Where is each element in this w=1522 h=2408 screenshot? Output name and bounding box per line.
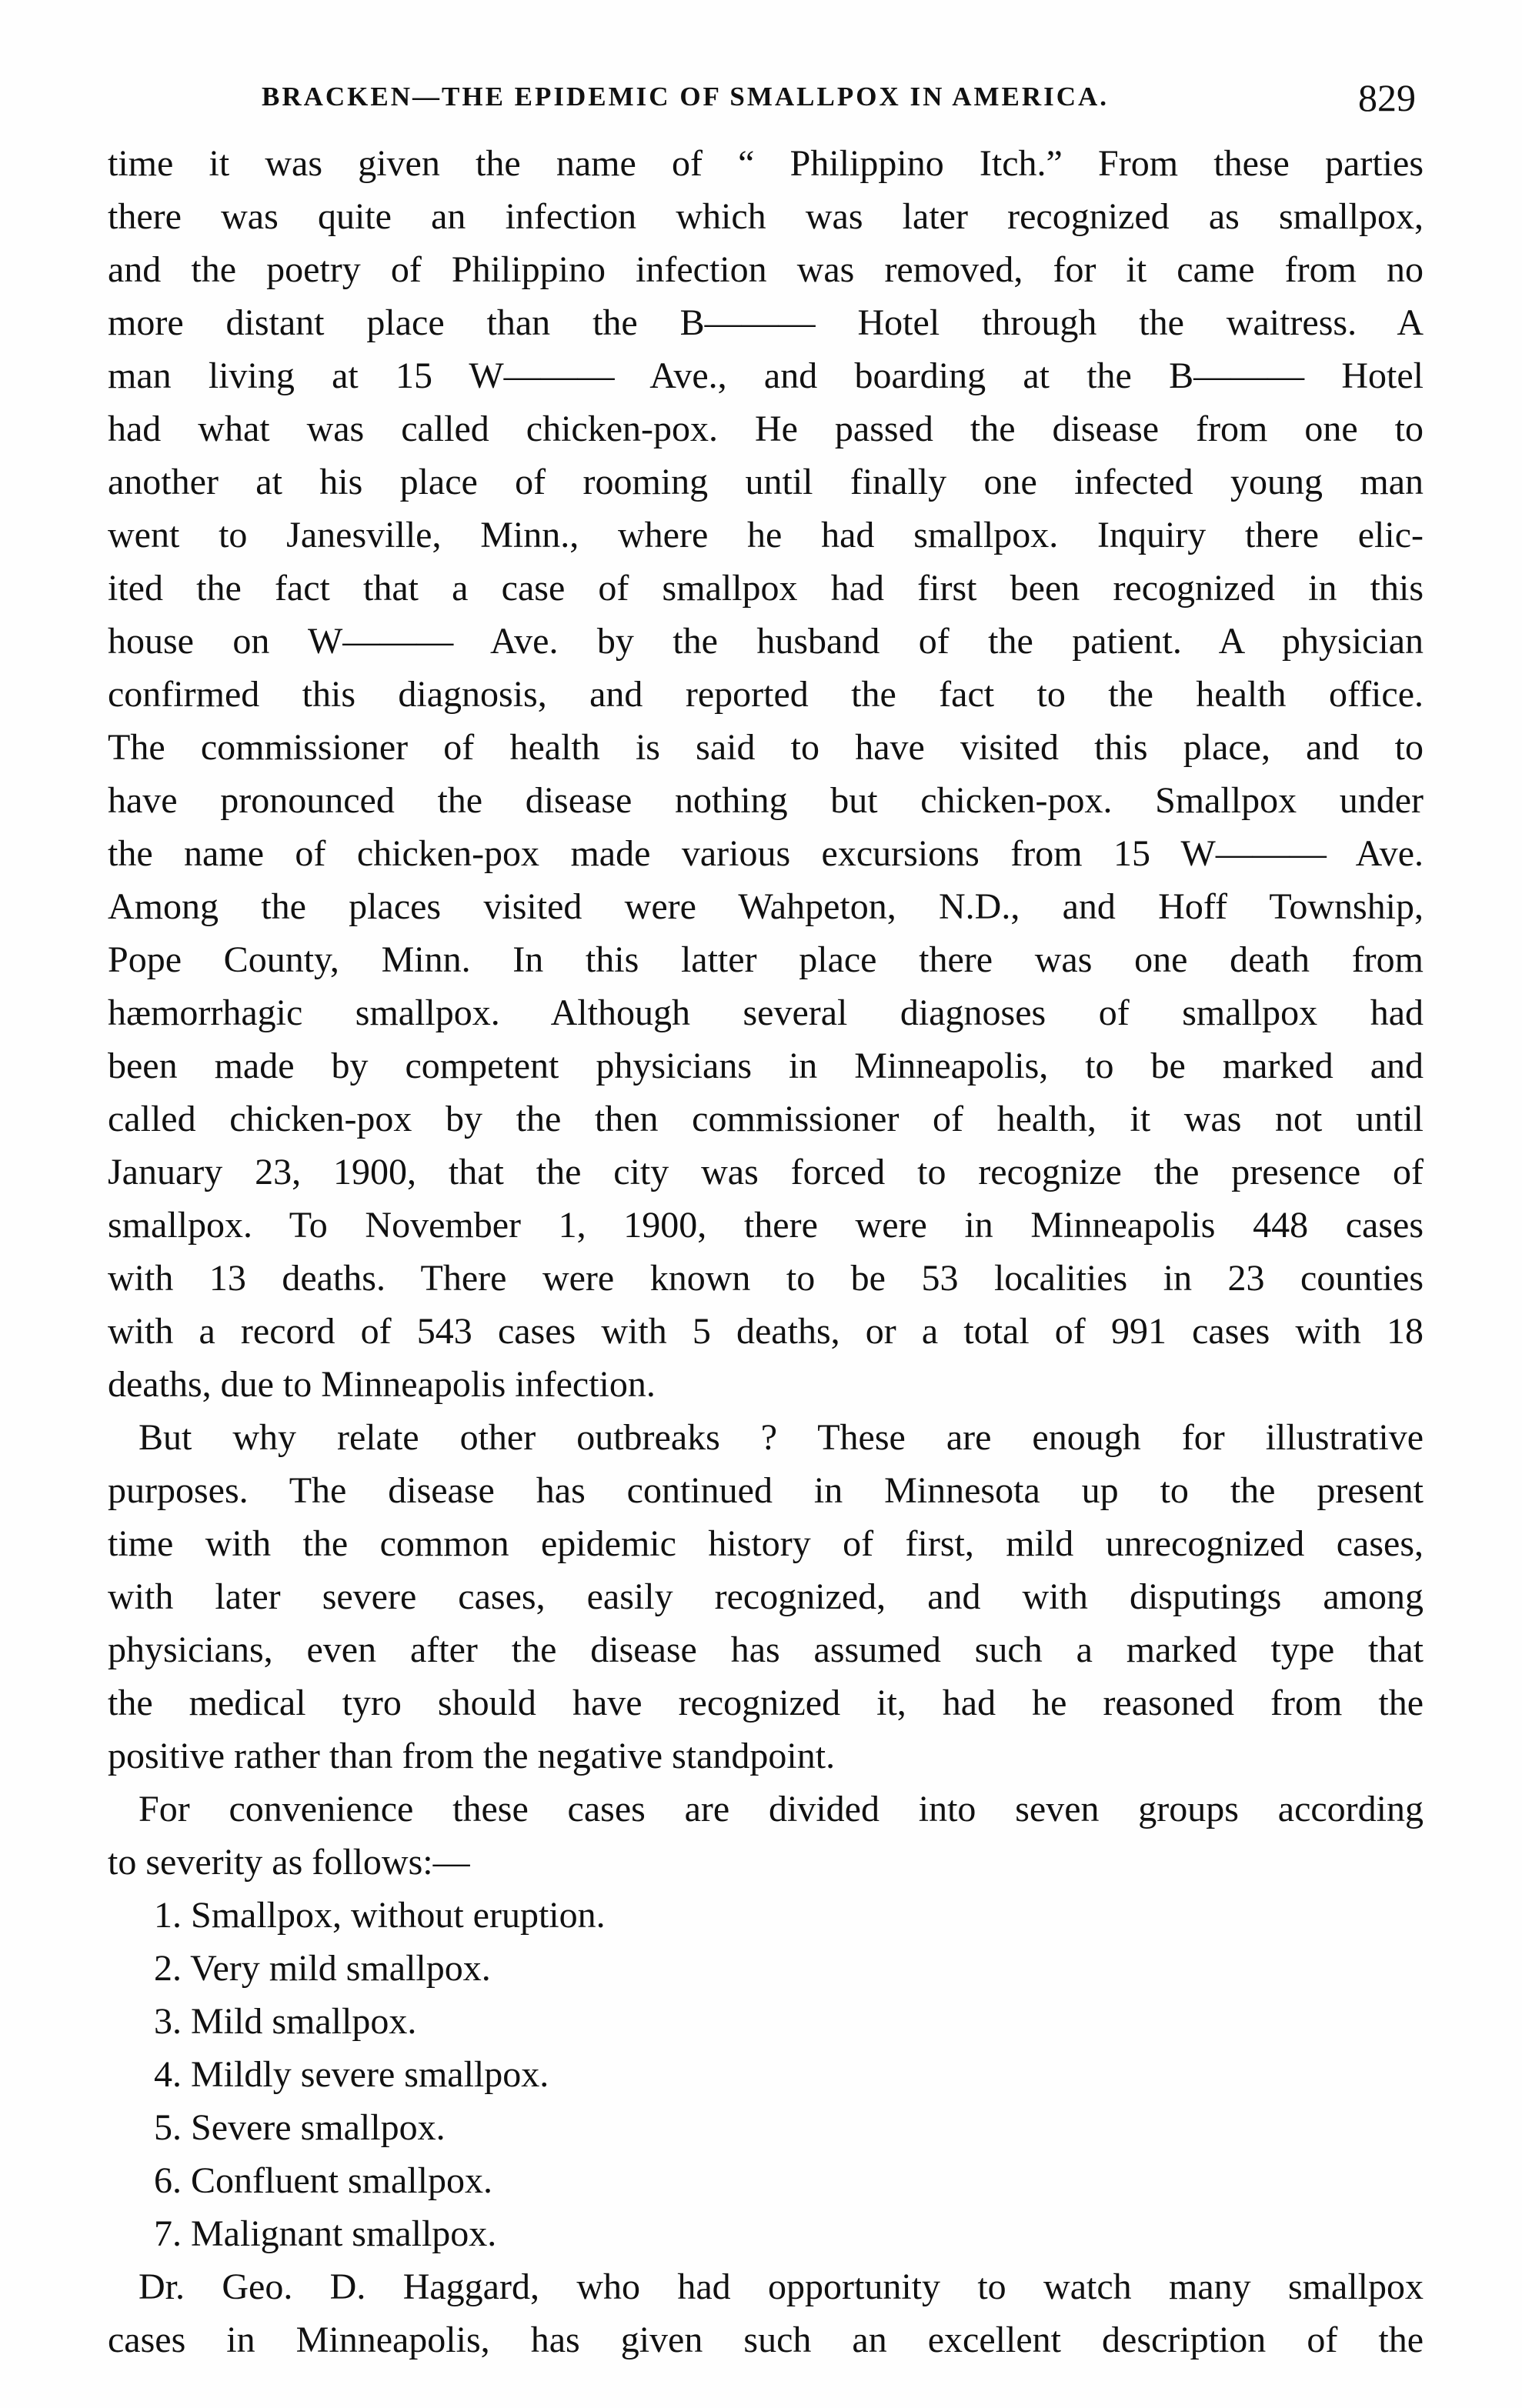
text-line: to severity as follows:— (108, 1842, 470, 1883)
running-head (262, 76, 1416, 128)
text-line: there was quite an infection which was later recognized as smallpox, (108, 196, 1424, 237)
paragraph-haggard (108, 2260, 1424, 2366)
running-title: BRACKEN—THE EPIDEMIC OF SMALLPOX IN AMERICA. (262, 82, 1110, 112)
text-line: house on W——— Ave. by the husband of the patient. A physician (108, 621, 1424, 662)
paragraph-outbreak-history (108, 137, 1424, 1411)
text-line: Among the places visited were Wahpeton, N.D., and Hoff Township, (108, 886, 1424, 927)
text-line: January 23, 1900, that the city was forced to recognize the presence of (108, 1152, 1424, 1192)
text-line: confirmed this diagnosis, and reported the fact to the health office. (108, 674, 1424, 715)
text-line: the name of chicken-pox made various excursions from 15 W——— Ave. (108, 833, 1424, 874)
list-item: 3. Mild smallpox. (154, 2001, 417, 2042)
text-line: ited the fact that a case of smallpox had first been recognized in this (108, 568, 1424, 609)
list-item: 4. Mildly severe smallpox. (154, 2054, 549, 2095)
list-item: 7. Malignant smallpox. (154, 2213, 497, 2254)
text-line: The commissioner of health is said to have visited this place, and to (108, 727, 1424, 768)
text-line: and the poetry of Philippino infection was removed, for it came from no (108, 249, 1424, 290)
list-item: 1. Smallpox, without eruption. (154, 1895, 606, 1936)
text-line: have pronounced the disease nothing but chicken-pox. Smallpox under (108, 780, 1424, 821)
text-line: purposes. The disease has continued in Minnesota up to the present (108, 1470, 1424, 1511)
text-line: physicians, even after the disease has assumed such a marked type that (108, 1629, 1424, 1670)
text-line: Dr. Geo. D. Haggard, who had opportunity to watch many smallpox (139, 2266, 1424, 2307)
text-line: called chicken-pox by the then commissioner of health, it was not until (108, 1099, 1424, 1139)
text-line: deaths, due to Minneapolis infection. (108, 1364, 656, 1405)
text-line: another at his place of rooming until finally one infected young man (108, 462, 1424, 502)
text-line: more distant place than the B——— Hotel through the waitress. A (108, 302, 1424, 343)
text-line: man living at 15 W——— Ave., and boarding at the B——— Hotel (108, 355, 1424, 396)
text-line: smallpox. To November 1, 1900, there were in Minneapolis 448 cases (108, 1205, 1424, 1246)
text-line: For convenience these cases are divided into seven groups according (139, 1789, 1424, 1829)
text-line: the medical tyro should have recognized it, had he reasoned from the (108, 1683, 1424, 1723)
paragraph-groups-intro (108, 1783, 1424, 1889)
severity-groups-list (108, 1889, 1424, 2260)
text-line: positive rather than from the negative standpoint. (108, 1736, 836, 1776)
text-line: But why relate other outbreaks ? These are enough for illustrative (139, 1417, 1424, 1458)
text-line: Pope County, Minn. In this latter place there was one death from (108, 939, 1424, 980)
list-item: 6. Confluent smallpox. (154, 2160, 492, 2201)
text-line: time with the common epidemic history of first, mild unrecognized cases, (108, 1523, 1424, 1564)
page-number: 829 (1358, 76, 1416, 119)
text-line: went to Janesville, Minn., where he had smallpox. Inquiry there elic- (108, 515, 1424, 555)
text-line: hæmorrhagic smallpox. Although several diagnoses of smallpox had (108, 992, 1424, 1033)
text-line: had what was called chicken-pox. He passed the disease from one to (108, 409, 1424, 449)
paragraph-other-outbreaks (108, 1411, 1424, 1783)
list-item: 5. Severe smallpox. (154, 2107, 446, 2148)
text-line: cases in Minneapolis, has given such an excellent description of the (108, 2320, 1424, 2360)
text-line: with 13 deaths. There were known to be 53 localities in 23 counties (108, 1258, 1424, 1299)
text-line: been made by competent physicians in Minneapolis, to be marked and (108, 1046, 1424, 1086)
text-line: with a record of 543 cases with 5 deaths, or a total of 991 cases with 18 (108, 1311, 1424, 1352)
text-line: with later severe cases, easily recognized, and with disputings among (108, 1576, 1424, 1617)
list-item: 2. Very mild smallpox. (154, 1948, 491, 1989)
text-line: time it was given the name of “ Philippino Itch.” From these parties (108, 143, 1424, 184)
body-text (108, 137, 1424, 2366)
